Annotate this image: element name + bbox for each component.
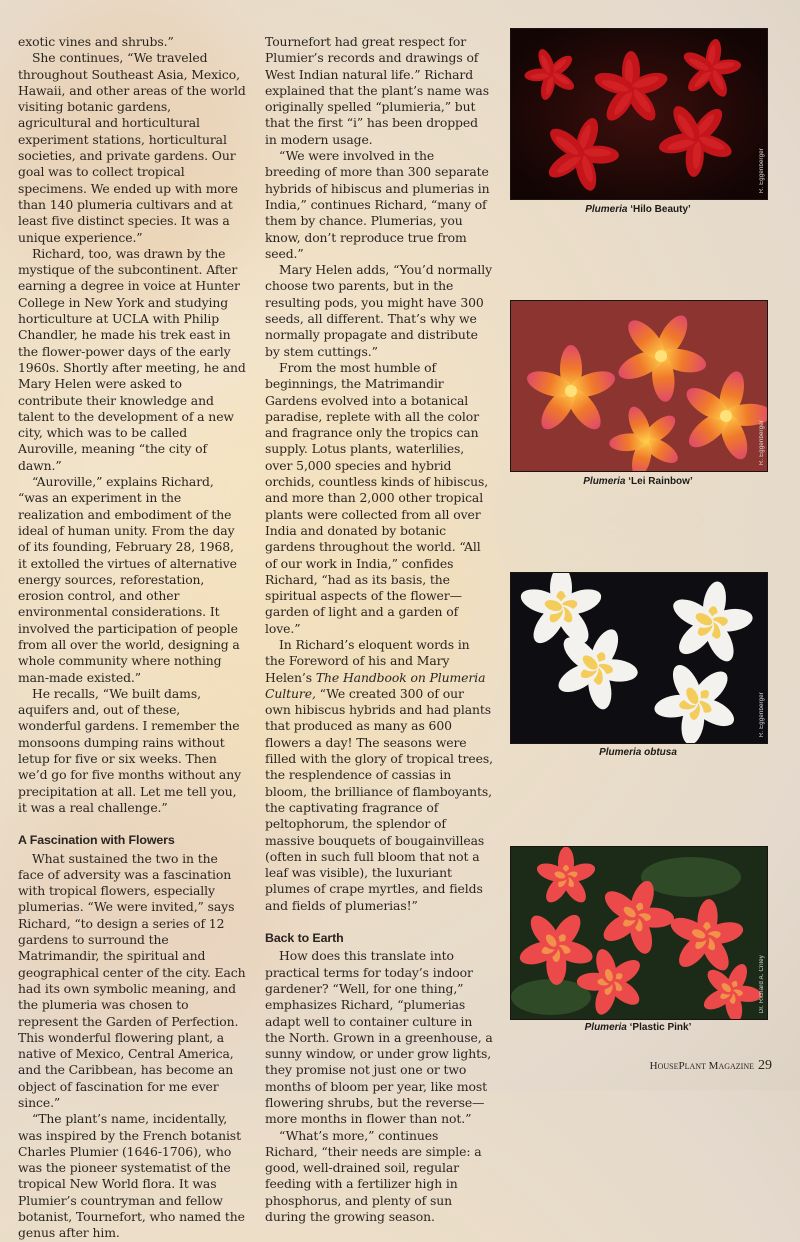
flower-illustration bbox=[511, 847, 767, 1019]
paragraph: He recalls, “We built dams, aquifers and, out of these, wonderful gardens. I remember the monsoons dumping rains without letup for five or six weeks. Then we’d go for five months without any precipitation at all. Let me tell you, it was a real challenge.” bbox=[18, 685, 242, 815]
photo-caption bbox=[510, 476, 766, 487]
caption-cultivar: ‘Plastic Pink’ bbox=[626, 1022, 692, 1033]
paragraph: From the most humble of beginnings, the Matrimandir Gardens evolved into a botanical paradise, replete with all the color and fragrance only the tropics can supply. Lotus plants, waterlilies, over 5,000 species and hybrid orchids, countless kinds of hibiscus, and more than 2,000 other tropical plants were collected from all over India and donated by botanic gardens throughout the world. “All of our work in India,” confides Richard, “had as its basis, the spiritual aspects of the flower—garden of light and a garden of love.” bbox=[265, 359, 489, 636]
paragraph: “What’s more,” continues Richard, “their needs are simple: a good, well-drained soil, regular feeding with a fertilizer high in phosphorus, and plenty of sun during the growing season. bbox=[265, 1127, 482, 1225]
paragraph: What sustained the two in the face of adversity was a fascination with tropical flowers, especially plumerias. “We were invited,” says Richard, “to design a series of 12 gardens to surround the Matrimandir, the spiritual and geographical center of the city. Each had its own symbolic meaning, and the plumeria was chosen to represent the Garden of Perfection. This wonderful flowering plant, a native of Mexico, Central America, and the Caribbean, has become an object of fascination for me ever since.” bbox=[18, 850, 246, 1110]
paragraph: exotic vines and shrubs.” bbox=[18, 34, 174, 49]
magazine-name: HousePlant Magazine bbox=[649, 1060, 754, 1072]
caption-cultivar: ‘Hilo Beauty’ bbox=[627, 204, 691, 215]
photo-caption bbox=[510, 1022, 766, 1033]
caption-genus: Plumeria bbox=[583, 476, 626, 487]
paragraph: How does this translate into practical terms for today’s indoor gardener? “Well, for one thing,” emphasizes Richard, “plumerias adapt well to container culture in the North. Grown in a greenhouse, a sunny window, or under grow lights, they promise not just one or two months of bloom per year, like most flowering shrubs, but the reverse—more months in flower than not.” bbox=[265, 948, 493, 1127]
photo-caption bbox=[510, 747, 766, 758]
section-heading: A Fascination with Flowers bbox=[18, 833, 175, 848]
paragraph: Mary Helen adds, “You’d normally choose two parents, but in the resulting pods, you might have 300 seeds, all different. That’s why we normally propagate and distribute by stem cuttings.” bbox=[265, 262, 493, 359]
photo-plumeria-obtusa bbox=[510, 572, 768, 744]
book-title: The Handbook on Plumeria Culture, bbox=[265, 669, 486, 701]
article-column-1 bbox=[18, 34, 246, 1242]
photo-credit: R. Eggenberger bbox=[759, 419, 765, 465]
paragraph: She continues, “We traveled throughout Southeast Asia, Mexico, Hawaii, and other areas of the world visiting botanic gardens, agricultural and horticultural experiment stations, horticultural societies, and private gardens. Our goal was to collect tropical specimens. We ended up with more than 140 plumeria cultivars and at least five distinct species. It was a unique experience.” bbox=[18, 50, 246, 245]
paragraph bbox=[265, 637, 493, 914]
paragraph-text: In Richard’s eloquent words in the Foreword of his and Mary Helen’s bbox=[265, 636, 470, 685]
paragraph-text: “We created 300 of our own hibiscus hybrids and had plants that produced as many as 600 flowers a day! The seasons were filled with the glory of tropical trees, the resplendence of cassias in bloom, the brilliance of flamboyants, the captivating fragrance of peltophorum, the splendor of massive bouquets of bougainvilleas (often in such full bloom that not a leaf was visible), the luxuriant plumes of crape myrtles, and fields and fields of plumerias!” bbox=[265, 685, 493, 913]
paragraph: “The plant’s name, incidentally, was inspired by the French botanist Charles Plumier (1646-1706), who was the pioneer systematist of the tropical New World flora. It was Plumier’s countryman and fellow botanist, Tournefort, who named the genus after him. bbox=[18, 1111, 245, 1241]
page-footer bbox=[650, 1058, 772, 1074]
caption-cultivar: ‘Lei Rainbow’ bbox=[625, 476, 693, 487]
caption-genus: Plumeria bbox=[584, 1022, 627, 1033]
photo-lei-rainbow bbox=[510, 300, 768, 472]
photo-credit: R. Eggenberger bbox=[759, 147, 765, 193]
photo-caption bbox=[510, 204, 766, 215]
photo-credit: Dr. Richard A. Criley bbox=[759, 954, 765, 1013]
section-heading: Back to Earth bbox=[265, 931, 344, 946]
flower-illustration bbox=[511, 573, 767, 743]
article-column-2 bbox=[265, 34, 493, 1225]
caption-genus: Plumeria bbox=[585, 204, 628, 215]
page-number: 29 bbox=[758, 1058, 772, 1073]
photo-hilo-beauty bbox=[510, 28, 768, 200]
flower-illustration bbox=[511, 301, 767, 471]
flower-illustration bbox=[511, 29, 767, 199]
paragraph: Tournefort had great respect for Plumier’s records and drawings of West Indian natural life.” Richard explained that the plant’s name was originally spelled “plumieria,” but that the first “i” has been dropped in modern usage. bbox=[265, 34, 489, 147]
paragraph: “We were involved in the breeding of more than 300 separate hybrids of hibiscus and plumerias in India,” continues Richard, “many of them by chance. Plumerias, you know, don’t reproduce true from seed.” bbox=[265, 148, 490, 261]
photo-credit: R. Eggenberger bbox=[759, 691, 765, 737]
paragraph: Richard, too, was drawn by the mystique of the subcontinent. After earning a degree in voice at Hunter College in New York and studying horticulture at UCLA with Philip Chandler, he made his trek east in the flower-power days of the early 1960s. Shortly after meeting, he and Mary Helen were asked to contribute their knowledge and talent to the development of a new city, which was to be called Auroville, meaning “the city of dawn.” bbox=[18, 245, 246, 473]
photo-plastic-pink bbox=[510, 846, 768, 1020]
paragraph: “Auroville,” explains Richard, “was an experiment in the realization and embodiment of the ideal of human unity. From the day of its founding, February 28, 1968, it extolled the virtues of alternative energy sources, reforestation, erosion control, and other environmental considerations. It involved the participation of people from all over the world, designing a whole community where nothing man-made existed.” bbox=[18, 474, 240, 685]
caption-genus: Plumeria obtusa bbox=[599, 747, 677, 758]
